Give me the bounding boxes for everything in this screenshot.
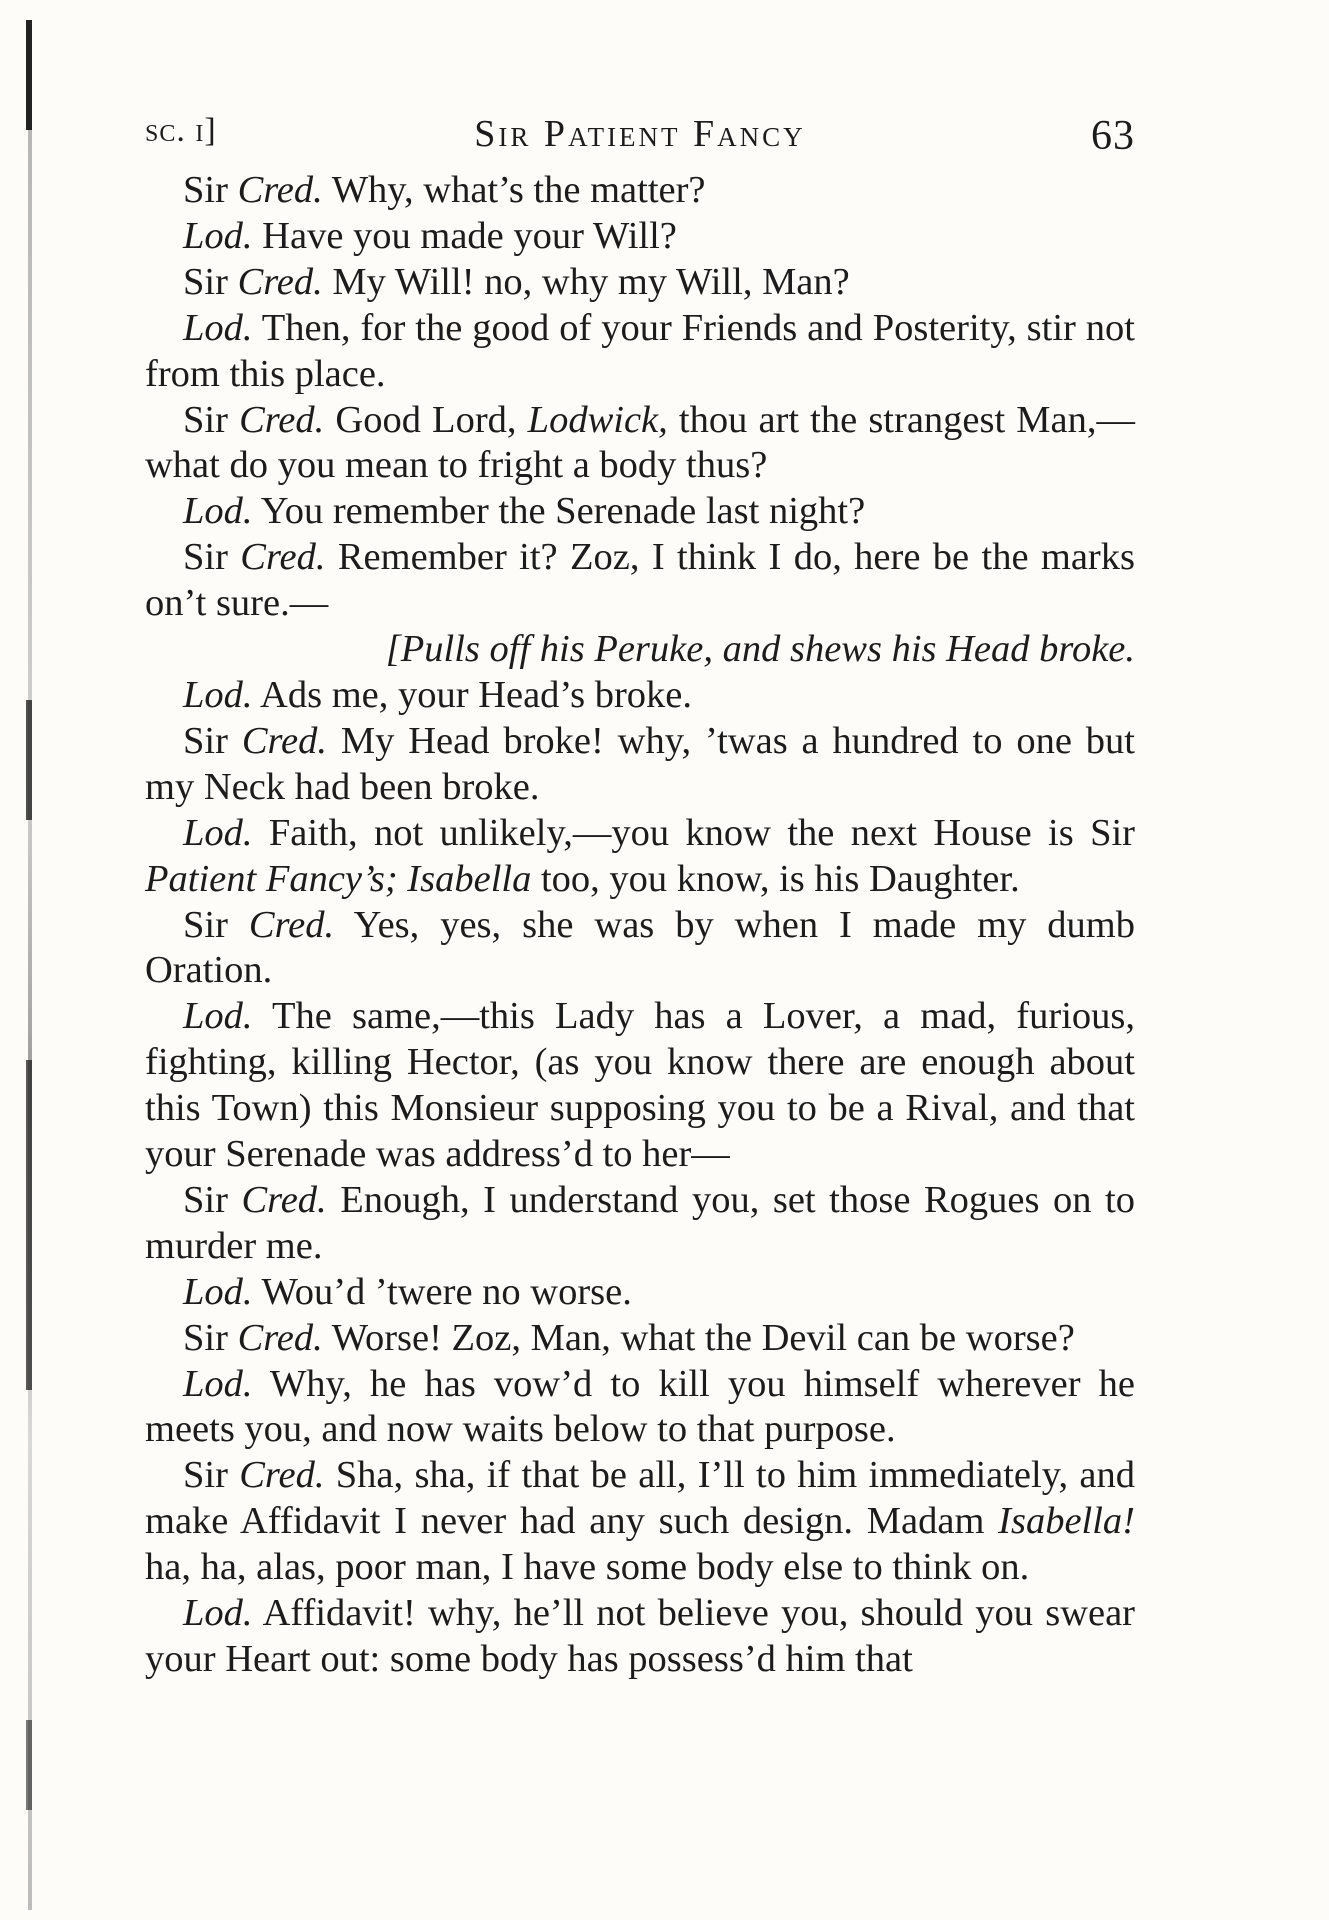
text-run: You remember the Serenade last night? — [252, 490, 866, 533]
page-number: 63 — [1091, 113, 1135, 159]
speech-paragraph — [145, 398, 1135, 490]
text-run: Sir — [183, 903, 249, 946]
text-run: Faith, not unlikely,—you know the next House is Sir — [252, 811, 1135, 854]
speech-paragraph — [145, 489, 1135, 535]
speech-paragraph — [145, 994, 1135, 1178]
text-run: My Will! no, why my Will, Man? — [322, 260, 850, 303]
binding-edge-mark — [26, 20, 32, 130]
italic-text: Lodwick, — [527, 398, 668, 441]
italic-text: Patient Fancy’s; Isabella — [145, 857, 532, 900]
text-run: Sha, sha, if that be all, I’ll to him immediately, and make Affidavit I never had any such design. Madam — [145, 1454, 1135, 1543]
italic-text: Lod. — [183, 673, 253, 716]
binding-edge — [18, 0, 58, 1920]
speech-paragraph — [145, 535, 1135, 627]
italic-text: Lod. — [183, 995, 253, 1038]
speech-paragraph — [145, 719, 1135, 811]
italic-text: Cred. — [239, 1454, 325, 1497]
speech-paragraph — [145, 1453, 1135, 1591]
italic-text: Cred. — [237, 169, 323, 211]
text-run: Sir — [183, 1454, 240, 1497]
speech-paragraph — [145, 1178, 1135, 1270]
speech-paragraph — [145, 260, 1135, 306]
binding-edge-mark — [26, 700, 32, 820]
speech-paragraph — [145, 214, 1135, 260]
speech-paragraph — [145, 673, 1135, 719]
text-run: My Head broke! why, ’twas a hundred to one but my Neck had been broke. — [145, 719, 1136, 808]
speech-paragraph — [145, 168, 1135, 214]
running-head — [145, 112, 1135, 160]
stage-direction — [145, 627, 1135, 673]
text-run: Yes, yes, she was by when I made my dumb Oration. — [145, 903, 1135, 992]
italic-text: Lod. — [183, 1592, 253, 1635]
text-run: too, you know, is his Daughter. — [531, 857, 1020, 900]
text-run: Sir — [183, 169, 238, 211]
text-run: Why, he has vow’d to kill you himself wherever he meets you, and now waits below to that purpose. — [145, 1362, 1135, 1451]
speech-paragraph — [145, 1316, 1135, 1362]
speech-paragraph — [145, 1270, 1135, 1316]
text-run: Ads me, your Head’s broke. — [252, 673, 693, 716]
italic-text: Cred. — [240, 536, 326, 579]
speech-paragraph — [145, 1591, 1135, 1683]
italic-text: Lod. — [183, 306, 253, 349]
text-run: Sir — [183, 1178, 242, 1221]
text-run: Good Lord, — [324, 398, 528, 441]
binding-edge-mark — [26, 1720, 32, 1810]
italic-text: Cred. — [248, 903, 335, 946]
binding-edge-line — [28, 30, 32, 1910]
italic-text: Isabella! — [998, 1500, 1135, 1543]
italic-text: Lod. — [183, 490, 253, 533]
text-run: Have you made your Will? — [252, 214, 677, 257]
italic-text: Cred. — [241, 719, 328, 762]
text-run: Sir — [183, 536, 241, 579]
binding-edge-mark — [26, 1060, 32, 1390]
text-run: Remember it? Zoz, I think I do, here be the marks on’t sure.— — [145, 536, 1135, 625]
italic-text: Lod. — [183, 1362, 253, 1405]
text-run: Wou’d ’twere no worse. — [252, 1270, 632, 1313]
text-run: Affidavit! why, he’ll not believe you, should you swear your Heart out: some body has possess’d him that — [145, 1592, 1135, 1680]
italic-text: Lod. — [183, 214, 253, 257]
speech-paragraph — [145, 1362, 1135, 1454]
italic-text: Cred. — [237, 1316, 323, 1359]
text-run: Then, for the good of your Friends and Posterity, stir not from this place. — [145, 306, 1135, 395]
text-run: Sir — [183, 1316, 238, 1359]
speech-paragraph — [145, 903, 1135, 995]
running-title: Sir Patient Fancy — [474, 113, 806, 155]
italic-text: [Pulls off his Peruke, and shews his Head broke. — [385, 628, 1135, 671]
text-run: Sir — [183, 260, 238, 303]
text-run: Worse! Zoz, Man, what the Devil can be worse? — [322, 1316, 1075, 1359]
text-run: Enough, I understand you, set those Rogues on to murder me. — [145, 1178, 1135, 1267]
scene-label: sc. i] — [145, 112, 217, 149]
italic-text: Cred. — [239, 398, 325, 441]
italic-text: Cred. — [237, 260, 323, 303]
dialogue-text — [145, 168, 1135, 1683]
text-run: The same,—this Lady has a Lover, a mad, furious, fighting, killing Hector, (as you know there are enough about this Town) this Monsieur supposing you to be a Rival, and that your Serenade was address’d to her— — [145, 995, 1135, 1176]
text-run: Sir — [183, 398, 240, 441]
text-run: Sir — [183, 719, 242, 762]
speech-paragraph — [145, 306, 1135, 398]
text-run: thou art the strangest Man,—what do you mean to fright a body thus? — [145, 398, 1135, 487]
text-run: ha, ha, alas, poor man, I have some body else to think on. — [145, 1546, 1030, 1589]
text-run: Why, what’s the matter? — [322, 169, 706, 211]
italic-text: Cred. — [241, 1178, 327, 1221]
italic-text: Lod. — [183, 811, 253, 854]
book-page — [145, 112, 1135, 1683]
speech-paragraph — [145, 811, 1135, 903]
italic-text: Lod. — [183, 1270, 253, 1313]
